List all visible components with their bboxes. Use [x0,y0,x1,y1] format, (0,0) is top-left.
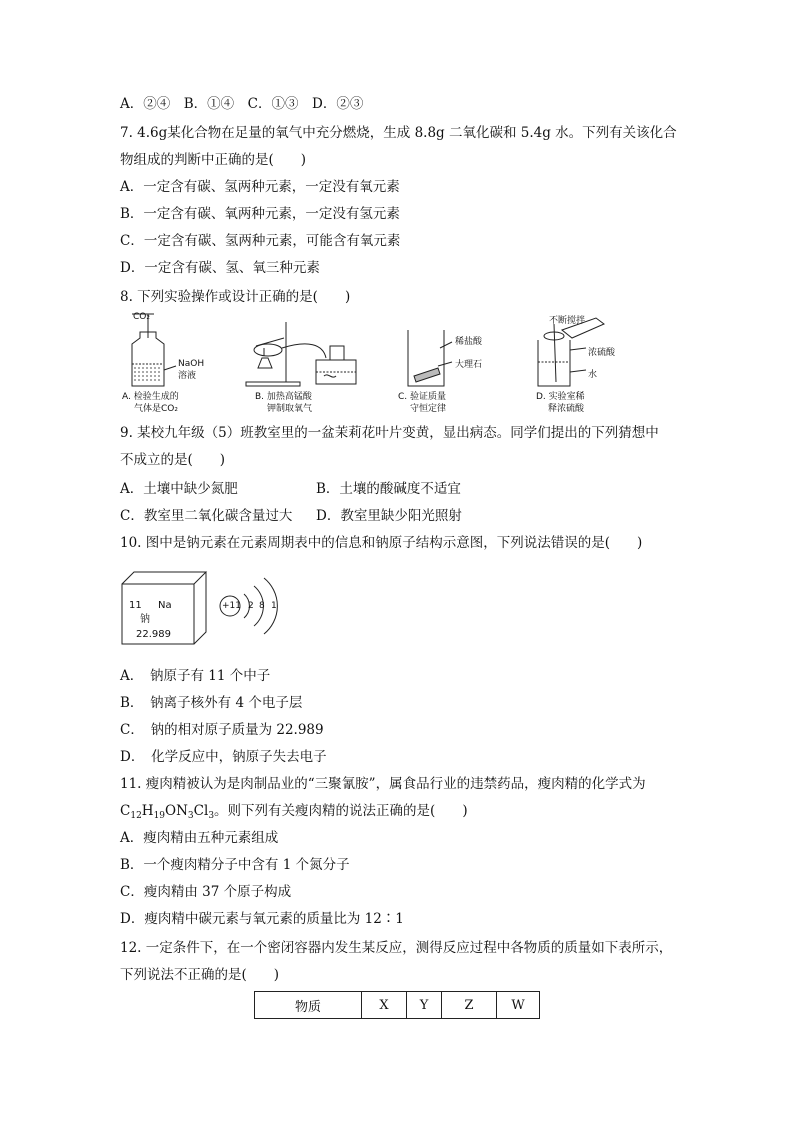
fig-a-solution-label: NaOH [178,359,205,369]
q7-stem-line1: 7. 4.6g某化合物在足量的氧气中充分燃烧，生成 8.8g 二氧化碳和 5.4g 水。下列有关该化合 [120,125,677,141]
formula-c: C [120,803,131,819]
q10-option-b: B． 钠离子核外有 4 个电子层 [120,695,303,711]
q11-option-c: C．瘦肉精由 37 个原子构成 [120,884,292,900]
q9-stem-line2: 不成立的是( ) [120,452,226,468]
q12-stem-line2: 下列说法不正确的是( ) [120,967,280,983]
shell-3-electrons: 1 [271,601,277,611]
table-header-y: Y [407,992,442,1019]
q11-option-d: D．瘦肉精中碳元素与氧元素的质量比为 12∶1 [120,911,404,927]
q9-option-c: C．教室里二氧化碳含量过大 [120,508,293,524]
table-header-x: X [362,992,407,1019]
q11-stem-line1: 11. 瘦肉精被认为是肉制品业的“三聚氰胺”，属食品行业的违禁药品，瘦肉精的化学式为 [120,776,646,792]
sodium-atomic-mass: 22.989 [136,629,171,640]
q8-stem: 8. 下列实验操作或设计正确的是( ) [120,289,351,305]
sodium-name: 钠 [140,614,150,625]
q9-option-b: B．土壤的酸碱度不适宜 [316,481,461,497]
formula-on: ON [165,803,188,819]
q12-mass-table [254,991,540,1019]
formula-h: H [141,803,154,819]
q6-options: A．②④ B．①④ C．①③ D．②③ [120,96,364,112]
shell-2-electrons: 8 [259,601,265,611]
table-header-row [255,992,540,1019]
table-header-substance: 物质 [255,992,362,1019]
q10-option-a: A． 钠原子有 11 个中子 [120,668,271,684]
fig-c-marble-label: 大理石 [455,360,483,370]
fig-d-water-label: 水 [588,370,598,380]
q9-option-d: D．教室里缺少阳光照射 [316,508,462,524]
fig-d-acid-label: 浓硫酸 [588,348,616,358]
q7-option-b: B．一定含有碳、氧两种元素，一定没有氢元素 [120,206,400,222]
fig-b-heating-setup [246,322,356,386]
fig-c-caption2: 守恒定律 [410,404,447,414]
formula-h-sub: 19 [153,811,166,821]
q12-stem-line1: 12. 一定条件下，在一个密闭容器内发生某反应，测得反应过程中各物质的质量如下表所示， [120,940,673,956]
shell-1-electrons: 2 [248,601,254,611]
q11-stem-tail: 。则下列有关瘦肉精的说法正确的是( ) [214,803,468,819]
formula-c-sub: 12 [130,811,142,821]
q10-option-d: D． 化学反应中，钠原子失去电子 [120,749,327,765]
fig-a-solution-label2: 溶液 [178,371,197,381]
formula-cl-sub: 3 [208,811,215,821]
fig-b-caption2: 钾制取氧气 [267,404,313,414]
sodium-atomic-number: 11 [129,600,142,611]
q7-option-d: D．一定含有碳、氢、氧三种元素 [120,260,320,276]
q11-stem-line2 [120,802,468,820]
fig-a-caption2: 气体是CO₂ [134,404,178,414]
fig-d-stir-label: 不断搅拌 [549,316,586,326]
fig-d-caption1: D. 实验室稀 [536,392,585,402]
sodium-symbol: Na [158,600,172,611]
q7-option-a: A．一定含有碳、氢两种元素，一定没有氧元素 [120,179,400,195]
table-header-w: W [497,992,540,1019]
fig-c-caption1: C. 验证质量 [398,392,447,402]
fig-d-caption2: 释浓硫酸 [548,404,585,414]
q11-option-b: B．一个瘦肉精分子中含有 1 个氮分子 [120,857,350,873]
formula-cl: Cl [193,803,209,819]
q7-stem-line2: 物组成的判断中正确的是( ) [120,152,307,168]
nucleus-charge: +11 [222,601,241,611]
fig-c-beaker [408,330,452,386]
q10-option-c: C． 钠的相对原子质量为 22.989 [120,722,324,738]
q10-stem: 10. 图中是钠元素在元素周期表中的信息和钠原子结构示意图，下列说法错误的是( ) [120,535,643,551]
table-header-z: Z [442,992,497,1019]
formula-n-sub: 3 [187,811,194,821]
q9-option-a: A．土壤中缺少氮肥 [120,481,238,497]
fig-b-caption1: B. 加热高锰酸 [255,392,312,402]
fig-a-gas-bottle [132,314,176,386]
fig-a-top-label: CO₂ [133,312,150,322]
q7-option-c: C．一定含有碳、氢两种元素，可能含有氧元素 [120,233,401,249]
q9-stem-line1: 9. 某校九年级（5）班教室里的一盆茉莉花叶片变黄，显出病态。同学们提出的下列猜想中 [120,425,659,441]
q11-option-a: A．瘦肉精由五种元素组成 [120,830,279,846]
fig-a-caption1: A. 检验生成的 [122,392,179,402]
fig-c-acid-label: 稀盐酸 [455,337,483,347]
